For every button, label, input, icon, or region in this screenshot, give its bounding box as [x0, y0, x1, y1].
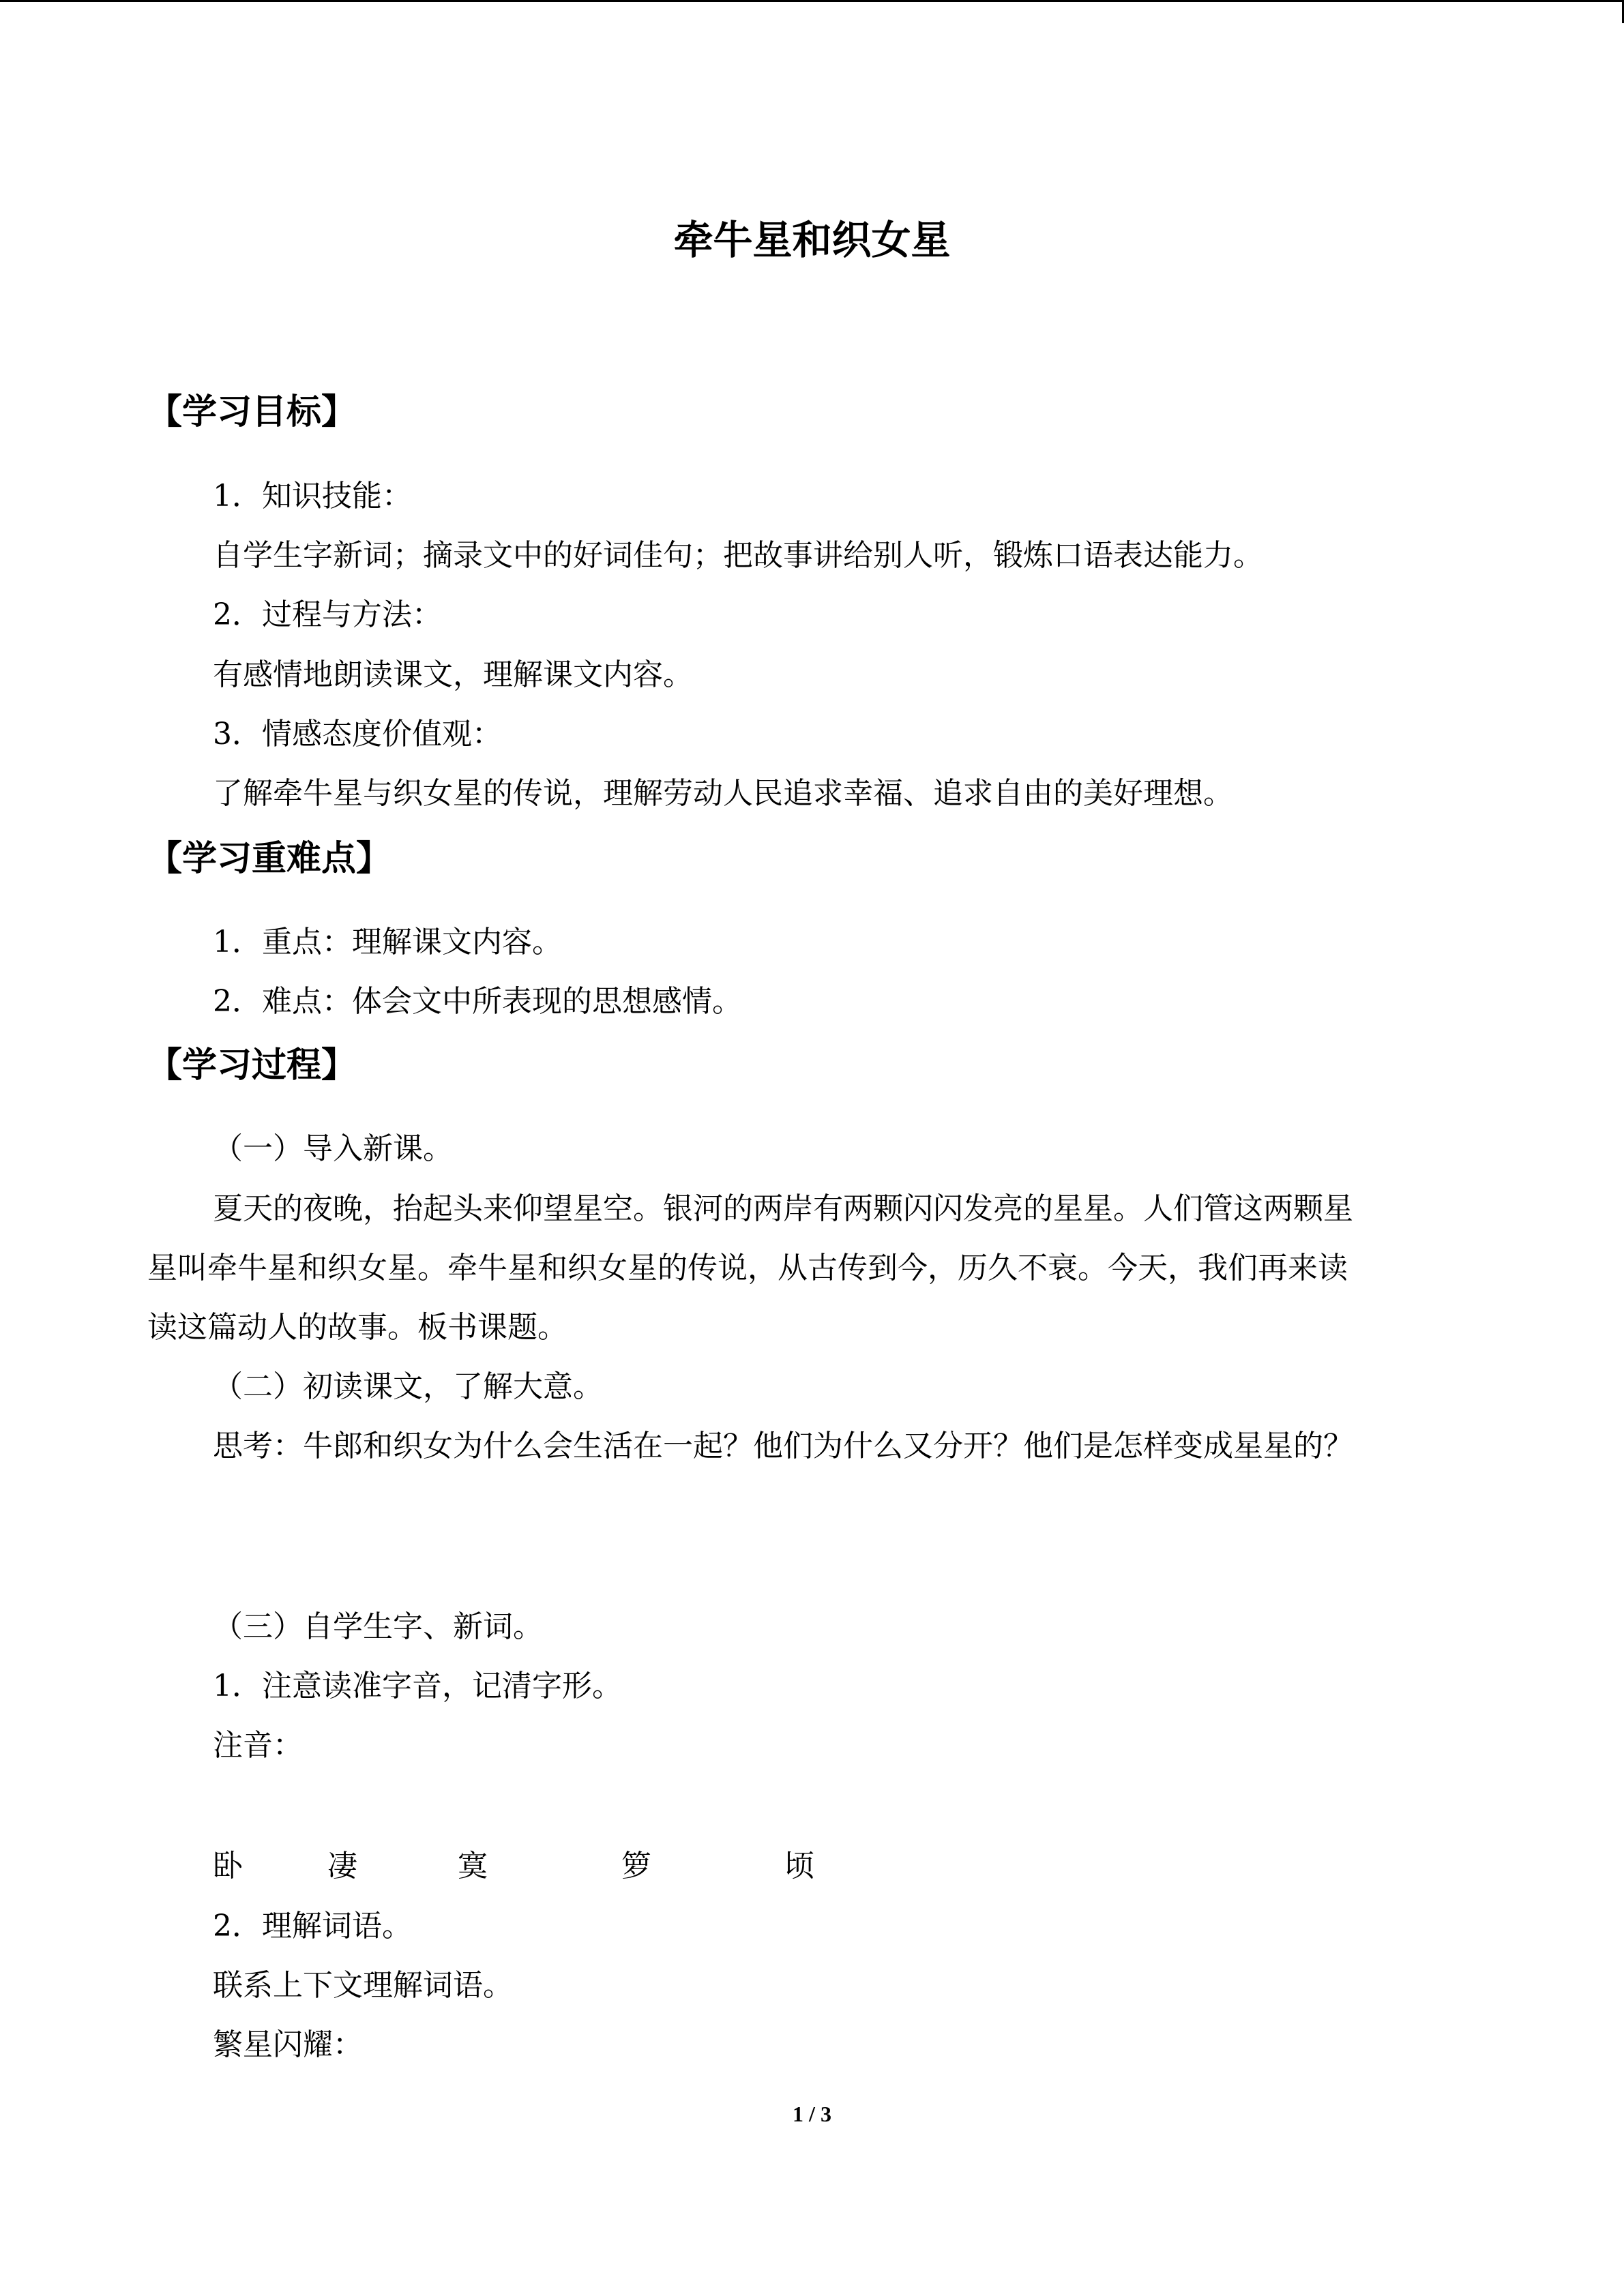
goal-line: 2．过程与方法：: [213, 597, 442, 632]
process-line: 2．理解词语。: [213, 1909, 412, 1943]
top-border-line: [0, 0, 1624, 2]
process-line: （一）导入新课。: [213, 1131, 453, 1166]
keypoint-line: 2．难点：体会文中所表现的思想感情。: [213, 984, 742, 1019]
goal-line: 有感情地朗读课文，理解课文内容。: [213, 657, 693, 692]
goal-line: 3．情感态度价值观：: [213, 717, 502, 751]
phonetic-char: 寞: [458, 1849, 488, 1883]
process-line: 夏天的夜晚，抬起头来仰望星空。银河的两岸有两颗闪闪发亮的星星。人们管这两颗星: [213, 1191, 1353, 1226]
process-line: 星叫牵牛星和织女星。牵牛星和织女星的传说，从古传到今，历久不衰。今天，我们再来读: [147, 1251, 1348, 1285]
process-line: 1．注意读准字音，记清字形。: [213, 1669, 622, 1703]
process-line: 读这篇动人的故事。板书课题。: [147, 1310, 567, 1345]
page-number: 1 / 3: [793, 2102, 831, 2126]
section-heading-goals: 【学习目标】: [147, 392, 357, 432]
phonetic-char: 卧: [213, 1849, 243, 1883]
goal-line: 自学生字新词；摘录文中的好词佳句；把故事讲给别人听，锻炼口语表达能力。: [213, 538, 1263, 573]
process-line: 注音：: [213, 1728, 303, 1763]
process-line: 繁星闪耀：: [213, 2027, 363, 2062]
section-heading-process: 【学习过程】: [147, 1045, 357, 1086]
phonetic-char: 箩: [621, 1849, 651, 1883]
goal-line: 1．知识技能：: [213, 479, 412, 513]
process-line: 思考：牛郎和织女为什么会生活在一起？他们为什么又分开？他们是怎样变成星星的？: [213, 1429, 1353, 1463]
process-line: （三）自学生字、新词。: [213, 1609, 543, 1644]
section-heading-keypoints: 【学习重难点】: [147, 839, 392, 879]
phonetic-char: 凄: [327, 1849, 357, 1883]
goal-line: 了解牵牛星与织女星的传说，理解劳动人民追求幸福、追求自由的美好理想。: [213, 776, 1233, 811]
phonetic-char: 顷: [784, 1849, 814, 1883]
process-line: 联系上下文理解词语。: [213, 1968, 513, 2003]
process-line: （二）初读课文，了解大意。: [213, 1369, 603, 1404]
keypoint-line: 1．重点：理解课文内容。: [213, 925, 562, 959]
document-title: 牵牛星和织女星: [673, 217, 951, 263]
